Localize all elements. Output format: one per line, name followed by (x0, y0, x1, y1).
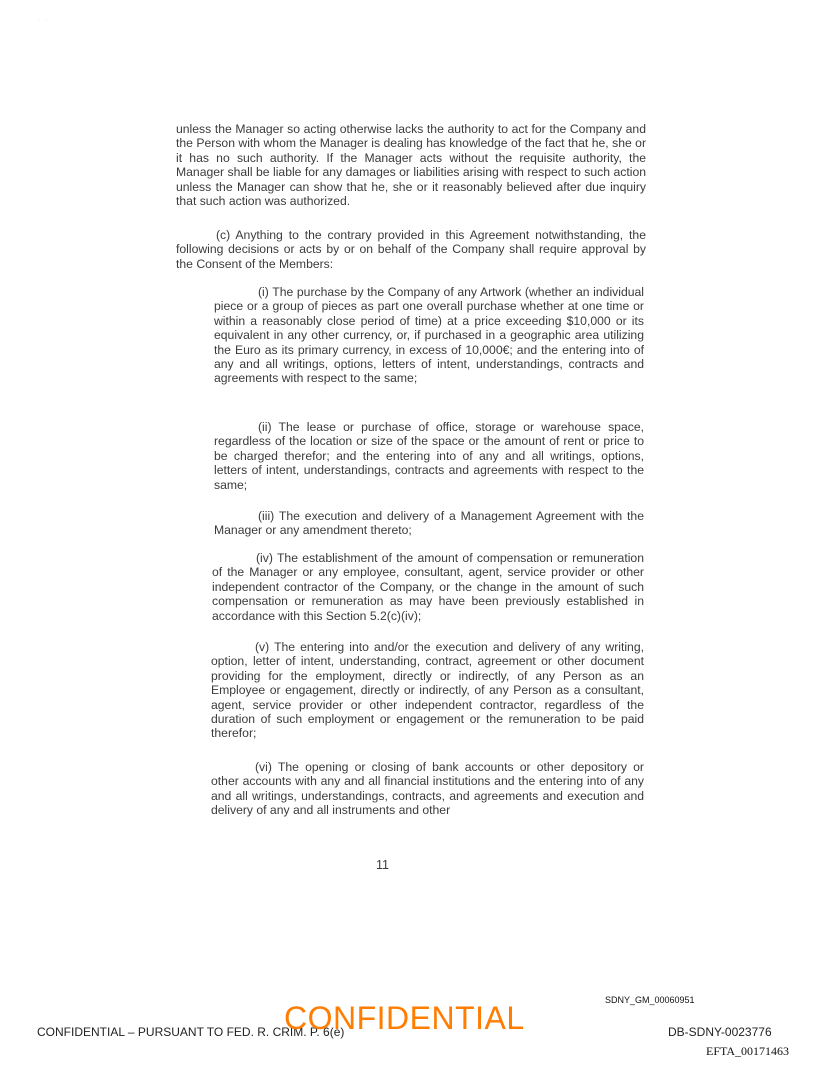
page-number: 11 (376, 858, 389, 872)
paragraph-iii-management: (iii) The execution and delivery of a Management Agreement with the Manager or any amendment thereto; (214, 509, 644, 538)
paragraph-vi-accounts: (vi) The opening or closing of bank accounts or other depository or other accounts with any and all financial institutions and the entering into of any and all writings, understandings, contracts, and agreements and execution and delivery of any and all instruments and other (211, 760, 644, 818)
paragraph-v-employment: (v) The entering into and/or the execution and delivery of any writing, option, letter of intent, understanding, contract, agreement or other document providing for the employment, directly or indirectly, of any Person as an Employee or engagement, directly or indirectly, of any Person as a consultant, agent, service provider or other independent contractor, regardless of the duration of such employment or engagement or the remuneration to be paid therefor; (211, 640, 644, 741)
confidential-stamp: CONFIDENTIAL (284, 1000, 525, 1036)
confidential-legend: CONFIDENTIAL – PURSUANT TO FED. R. CRIM. P. 6(e) (37, 1025, 345, 1039)
paragraph-ii-lease: (ii) The lease or purchase of office, storage or warehouse space, regardless of the location or size of the space or the amount of rent or price to be charged therefor; and the entering into of any and all writings, options, letters of intent, understandings, contracts and agreements with respect to the same; (214, 420, 644, 492)
paragraph-authority: unless the Manager so acting otherwise lacks the authority to act for the Company and the Person with whom the Manager is dealing has knowledge of the fact that he, she or it has no such authority. If the Manager acts without the requisite authority, the Manager shall be liable for any damages or liabilities arising with respect to such action unless the Manager can show that he, she or it reasonably believed after due inquiry that such action was authorized. (176, 122, 646, 209)
paragraph-iv-compensation: (iv) The establishment of the amount of compensation or remuneration of the Manager or any employee, consultant, agent, service provider or other independent contractor of the Company, or the change in the amount of such compensation or remuneration as may have been previously established in accordance with this Section 5.2(c)(iv); (212, 551, 644, 623)
bates-number-sdny-gm: SDNY_GM_00060951 (605, 995, 695, 1005)
scan-corner-mark: · · (38, 18, 50, 24)
paragraph-c-consent: (c) Anything to the contrary provided in this Agreement notwithstanding, the following decisions or acts by or on behalf of the Company shall require approval by the Consent of the Members: (176, 228, 646, 271)
efta-number: EFTA_00171463 (706, 1044, 790, 1058)
paragraph-i-artwork: (i) The purchase by the Company of any Artwork (whether an individual piece or a group of pieces as part one overall purchase whether at one time or within a reasonably close period of time) at a price exceeding $10,000 or its equivalent in any other currency, or, if purchased in a geographic area utilizing the Euro as its primary currency, in excess of 10,000€; and the entering into of any and all writings, options, letters of intent, understandings, contracts and agreements with respect to the same; (214, 285, 644, 386)
bates-number-db-sdny: DB-SDNY-0023776 (668, 1025, 772, 1039)
